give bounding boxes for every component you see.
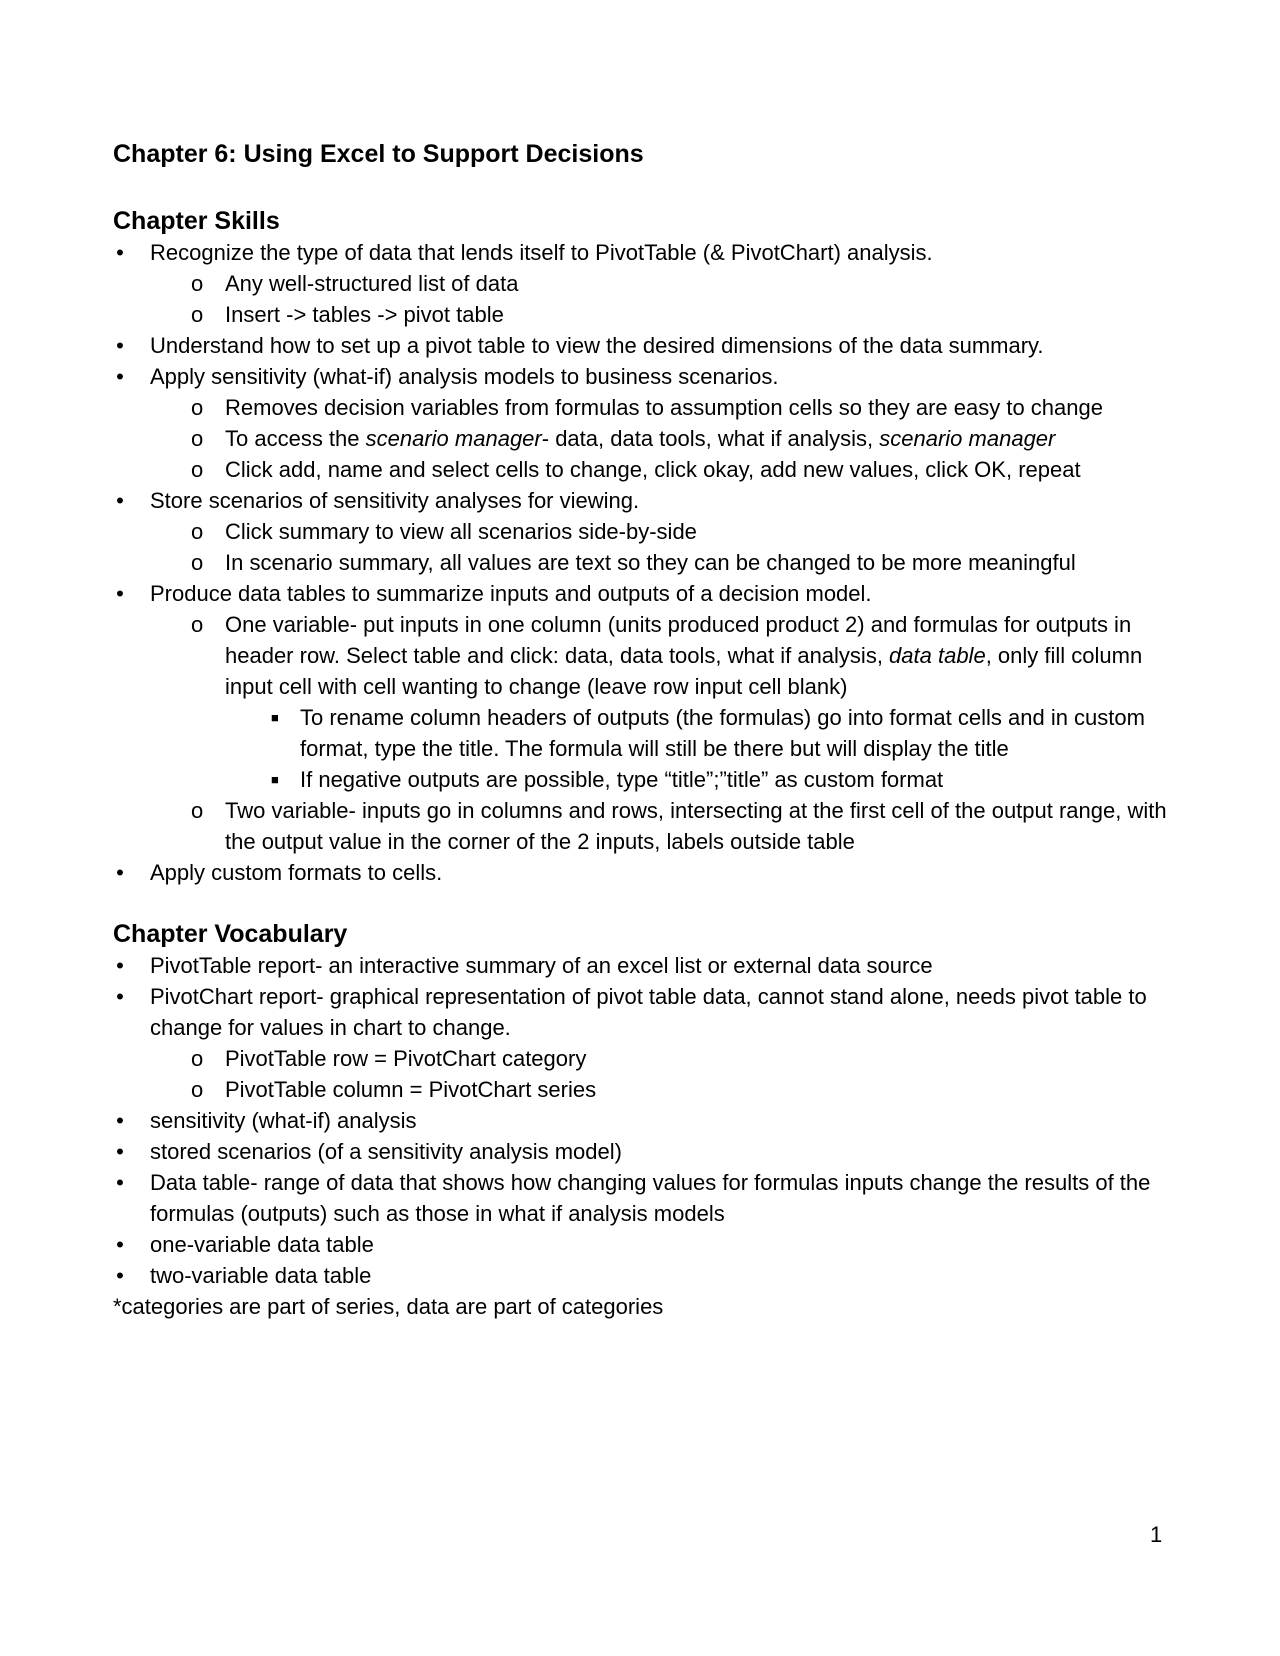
sub-list	[150, 268, 1173, 330]
bullet-icon: •	[116, 1263, 124, 1288]
circle-bullet-icon: o	[191, 271, 204, 296]
list-item-text: Two variable- inputs go in columns and rows, intersecting at the first cell of the output range, with the output value in the corner of the 2 inputs, labels outside table	[225, 798, 1167, 854]
page-number: 1	[1150, 1522, 1163, 1547]
bullet-icon: •	[116, 364, 124, 389]
bullet-icon: •	[116, 488, 124, 513]
bullet-icon: •	[116, 1108, 124, 1133]
list-item	[188, 1074, 1173, 1105]
list-item	[113, 950, 1173, 981]
list-item-text: Produce data tables to summarize inputs and outputs of a decision model.	[150, 581, 872, 606]
sub-sub-list	[225, 702, 1173, 795]
sub-list	[150, 1043, 1173, 1105]
list-item-text: Apply custom formats to cells.	[150, 860, 443, 885]
list-item-text: In scenario summary, all values are text so they can be changed to be more meaningful	[225, 550, 1076, 575]
list-item	[113, 1229, 1173, 1260]
bullet-icon: •	[116, 581, 124, 606]
circle-bullet-icon: o	[191, 395, 204, 420]
vocabulary-list	[113, 950, 1173, 1291]
list-item-text: PivotTable row = PivotChart category	[225, 1046, 587, 1071]
list-item	[188, 268, 1173, 299]
list-item-text: two-variable data table	[150, 1263, 372, 1288]
list-item	[188, 516, 1173, 547]
circle-bullet-icon: o	[191, 1077, 204, 1102]
circle-bullet-icon: o	[191, 550, 204, 575]
list-item-text: Insert -> tables -> pivot table	[225, 302, 504, 327]
list-item-text: PivotTable report- an interactive summary of an excel list or external data source	[150, 953, 933, 978]
circle-bullet-icon: o	[191, 798, 204, 823]
skills-list	[113, 237, 1173, 888]
italic-term: data table	[889, 643, 986, 668]
bullet-icon: •	[116, 1232, 124, 1257]
list-item-text: Click summary to view all scenarios side-by-side	[225, 519, 697, 544]
list-item	[113, 485, 1173, 578]
list-item-text: Click add, name and select cells to change, click okay, add new values, click OK, repeat	[225, 457, 1081, 482]
list-item	[113, 1105, 1173, 1136]
list-item	[113, 361, 1173, 485]
circle-bullet-icon: o	[191, 612, 204, 637]
list-item-text: One variable- put inputs in one column (units produced product 2) and formulas for outputs in header row. Select table and click: data, data tools, what if analysis,	[225, 612, 1132, 668]
square-bullet-icon: ■	[271, 772, 279, 787]
bullet-icon: •	[116, 1170, 124, 1195]
bullet-icon: •	[116, 1139, 124, 1164]
page-title: Chapter 6: Using Excel to Support Decisions	[113, 140, 644, 168]
list-item	[263, 702, 1173, 764]
footnote: *categories are part of series, data are part of categories	[113, 1294, 664, 1319]
document-body	[113, 137, 1173, 1322]
list-item	[188, 609, 1173, 795]
list-item	[188, 299, 1173, 330]
list-item	[113, 1167, 1173, 1229]
list-item	[188, 423, 1173, 454]
list-item	[113, 1136, 1173, 1167]
list-item	[113, 981, 1173, 1105]
list-item-text: Understand how to set up a pivot table to view the desired dimensions of the data summary.	[150, 333, 1044, 358]
list-item	[113, 857, 1173, 888]
list-item-text: PivotTable column = PivotChart series	[225, 1077, 597, 1102]
list-item	[188, 392, 1173, 423]
circle-bullet-icon: o	[191, 457, 204, 482]
circle-bullet-icon: o	[191, 302, 204, 327]
bullet-icon: •	[116, 860, 124, 885]
list-item	[188, 454, 1173, 485]
list-item-text: To access the	[225, 426, 366, 451]
list-item-text: sensitivity (what-if) analysis	[150, 1108, 417, 1133]
circle-bullet-icon: o	[191, 1046, 204, 1071]
list-item-text: Any well-structured list of data	[225, 271, 519, 296]
list-item-text: If negative outputs are possible, type “title”;”title” as custom format	[300, 767, 944, 792]
circle-bullet-icon: o	[191, 426, 204, 451]
square-bullet-icon: ■	[271, 710, 279, 725]
list-item-text: Store scenarios of sensitivity analyses for viewing.	[150, 488, 640, 513]
list-item-text: one-variable data table	[150, 1232, 374, 1257]
sub-list	[150, 392, 1173, 485]
sub-list	[150, 516, 1173, 578]
list-item	[263, 764, 1173, 795]
circle-bullet-icon: o	[191, 519, 204, 544]
list-item-text: stored scenarios (of a sensitivity analysis model)	[150, 1139, 622, 1164]
bullet-icon: •	[116, 953, 124, 978]
list-item	[188, 547, 1173, 578]
list-item	[113, 578, 1173, 857]
list-item-text: Data table- range of data that shows how changing values for formulas inputs change the results of the formulas (outputs) such as those in what if analysis models	[150, 1170, 1151, 1226]
list-item	[113, 330, 1173, 361]
list-item	[113, 237, 1173, 330]
italic-term: scenario manager	[879, 426, 1056, 451]
list-item-text: PivotChart report- graphical representation of pivot table data, cannot stand alone, needs pivot table to change for values in chart to change.	[150, 984, 1147, 1040]
list-item-text: - data, data tools, what if analysis,	[541, 426, 880, 451]
list-item	[188, 1043, 1173, 1074]
vocabulary-heading: Chapter Vocabulary	[113, 920, 348, 948]
list-item-text: Recognize the type of data that lends itself to PivotTable (& PivotChart) analysis.	[150, 240, 933, 265]
list-item	[113, 1260, 1173, 1291]
italic-term: scenario manager	[365, 426, 542, 451]
bullet-icon: •	[116, 333, 124, 358]
skills-heading: Chapter Skills	[113, 207, 280, 235]
list-item-text: , only fill column input cell with cell wanting to change (leave row input cell blank)	[225, 643, 1143, 699]
list-item-text: Apply sensitivity (what-if) analysis models to business scenarios.	[150, 364, 779, 389]
sub-list	[150, 609, 1173, 857]
bullet-icon: •	[116, 240, 124, 265]
bullet-icon: •	[116, 984, 124, 1009]
list-item-text: Removes decision variables from formulas to assumption cells so they are easy to change	[225, 395, 1103, 420]
list-item-text: To rename column headers of outputs (the formulas) go into format cells and in custom format, type the title. The formula will still be there but will display the title	[300, 705, 1145, 761]
list-item	[188, 795, 1173, 857]
